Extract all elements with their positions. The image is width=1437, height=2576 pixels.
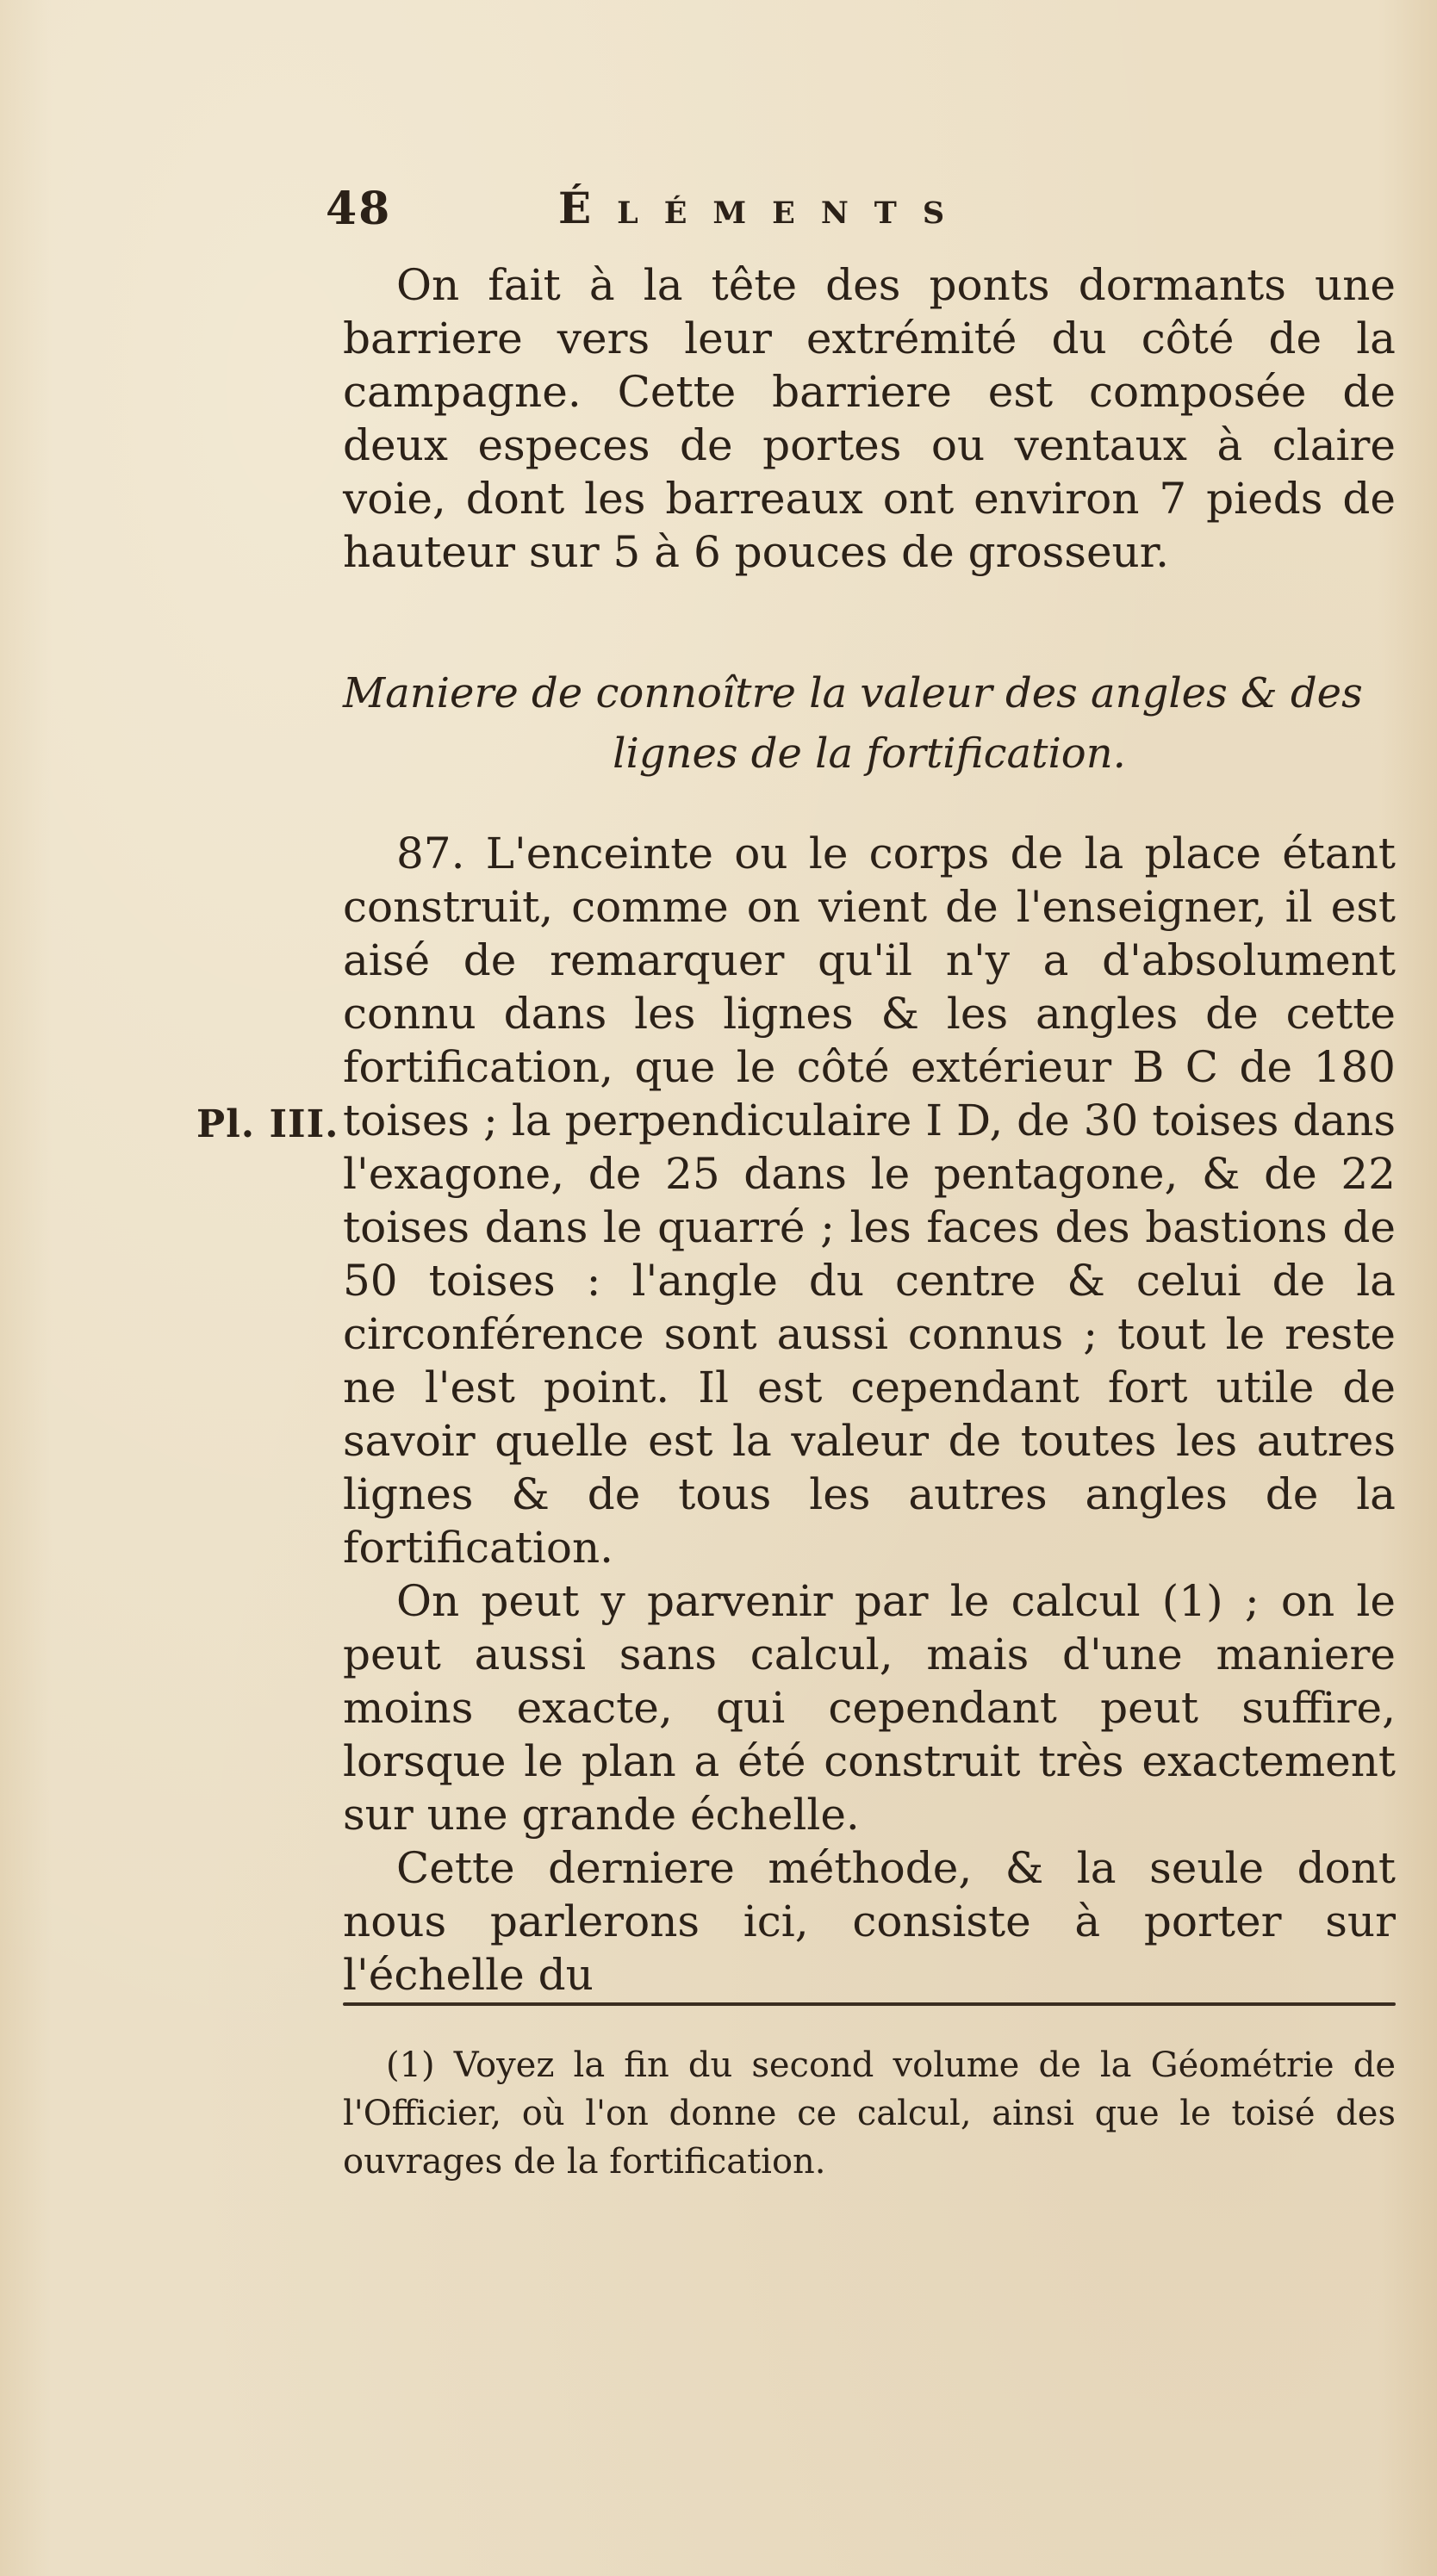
section-heading-line-1: Maniere de connoître la valeur des angles & des [343, 669, 1363, 717]
section-heading [343, 663, 1396, 784]
plate-reference: Pl. III. [196, 1102, 339, 1146]
text-block-main [343, 827, 1396, 2002]
paragraph: On fait à la tête des ponts dormants une barriere vers leur extrémité du côté de la campagne. Cette barriere est composée de deux especes de portes ou ventaux à claire voie, dont les barreaux ont environ 7 pieds de hauteur sur 5 à 6 pouces de grosseur. [343, 260, 1396, 577]
section-heading-line-2: lignes de la fortification. [613, 729, 1126, 778]
paragraph: Cette derniere méthode, & la seule dont nous parlerons ici, consiste à porter sur l'échelle du [343, 1843, 1396, 2000]
paragraph: 87. L'enceinte ou le corps de la place étant construit, comme on vient de l'enseigner, il est aisé de remarquer qu'il n'y a d'absolument connu dans les lignes & les angles de cette fortification, que le côté extérieur B C de 180 toises ; la perpendiculaire I D, de 30 toises dans l'exagone, de 25 dans le pentagone, & de 22 toises dans le quarré ; les faces des bastions de 50 toises : l'angle du centre & celui de la circonférence sont aussi connus ; tout le reste ne l'est point. Il est cependant fort utile de savoir quelle est la valeur de toutes les autres lignes & de tous les autres angles de la fortification. [343, 829, 1396, 1573]
running-head: Éléments [558, 183, 971, 233]
text-block-top [343, 258, 1396, 579]
page-header [326, 183, 1403, 251]
footnote [343, 2041, 1396, 2186]
page-number: 48 [326, 183, 392, 235]
footnote-divider [343, 2002, 1396, 2006]
paragraph: On peut y parvenir par le calcul (1) ; on le peut aussi sans calcul, mais d'une maniere moins exacte, qui cependant peut suffire, lorsque le plan a été construit très exactement sur une grande échelle. [343, 1576, 1396, 1840]
footnote-text: (1) Voyez la fin du second volume de la Géométrie de l'Officier, où l'on donne ce calcul, ainsi que le toisé des ouvrages de la fortification. [343, 2045, 1396, 2182]
